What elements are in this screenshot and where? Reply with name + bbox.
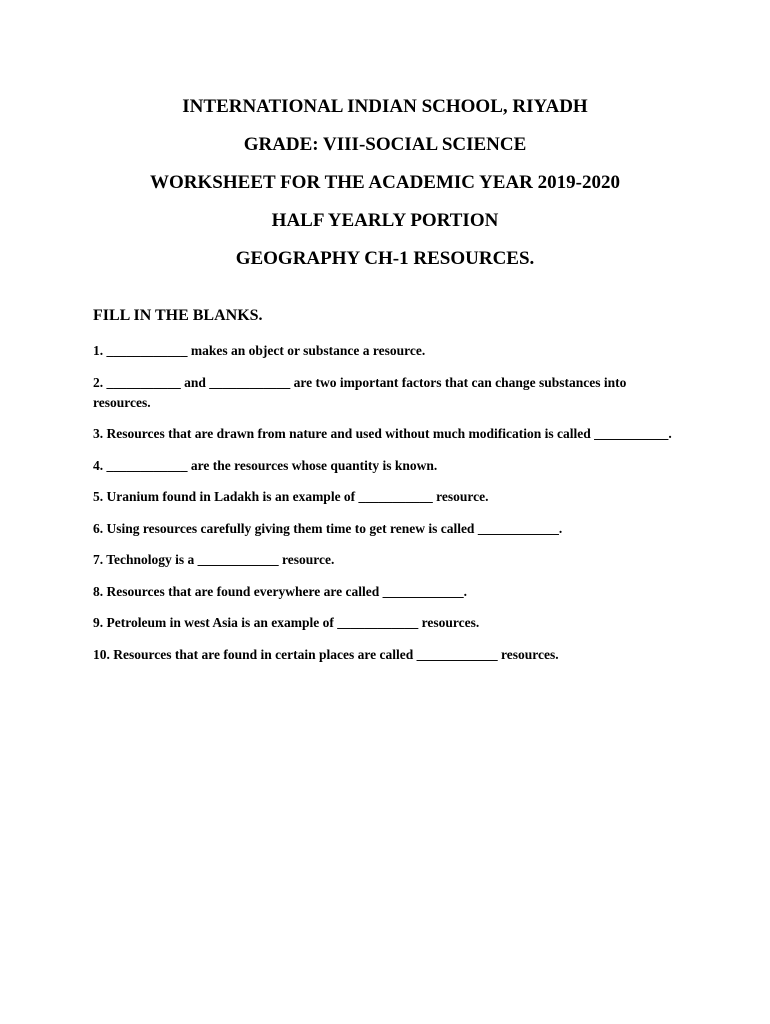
question-list [93, 341, 683, 676]
worksheet-title: WORKSHEET FOR THE ACADEMIC YEAR 2019-2020 [150, 172, 620, 193]
school-name: INTERNATIONAL INDIAN SCHOOL, RIYADH [182, 96, 588, 117]
question-6: 6. Using resources carefully giving them time to get renew is called ____________. [93, 520, 563, 536]
question-10: 10. Resources that are found in certain places are called ____________ resources. [93, 646, 559, 662]
question-8: 8. Resources that are found everywhere are called ____________. [93, 583, 467, 599]
question-7: 7. Technology is a ____________ resource. [93, 552, 335, 567]
question-2: 2. ___________ and ____________ are two important factors that can change substances into resources. [93, 374, 630, 410]
question-9: 9. Petroleum in west Asia is an example of ____________ resources. [93, 615, 480, 630]
grade-line: GRADE: VIII-SOCIAL SCIENCE [243, 134, 527, 155]
question-1: 1. ____________ makes an object or substance a resource. [93, 343, 426, 358]
question-4: 4. ____________ are the resources whose quantity is known. [93, 457, 438, 473]
question-3: 3. Resources that are drawn from nature and used without much modification is called ___________. [93, 426, 672, 441]
worksheet-header [0, 88, 770, 278]
portion-line: HALF YEARLY PORTION [271, 210, 499, 231]
section-title: FILL IN THE BLANKS. [93, 307, 263, 324]
question-5: 5. Uranium found in Ladakh is an example of ___________ resource. [93, 489, 489, 504]
chapter-title: GEOGRAPHY CH-1 RESOURCES. [235, 248, 535, 269]
